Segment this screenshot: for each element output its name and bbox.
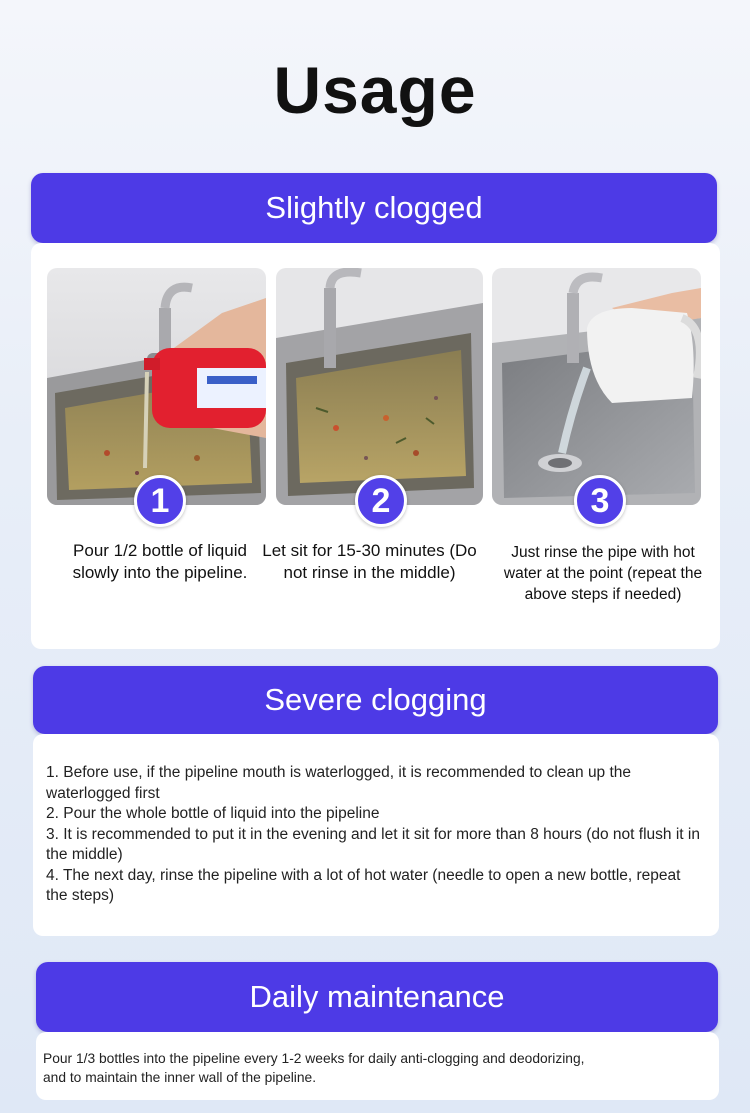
sink-soaking-image: [276, 268, 483, 505]
step-2-text: Let sit for 15-30 minutes (Do not rinse in the middle): [262, 541, 477, 582]
daily-maintenance-text: Pour 1/3 bottles into the pipeline every 1-2 weeks for daily anti-clogging and deodorizing, and to maintain the inner wall of the pipeline.: [43, 1051, 585, 1085]
step-1-badge: 1: [134, 475, 186, 527]
step-2-badge: 2: [355, 475, 407, 527]
sink-pouring-bottle-image: [47, 268, 266, 505]
severe-clogging-list: [46, 763, 706, 907]
section-heading-daily-maintenance: Daily maintenance: [36, 962, 718, 1032]
sink-rinsing-kettle-image: [492, 268, 701, 505]
list-item: 2. Pour the whole bottle of liquid into the pipeline: [46, 805, 380, 822]
step-3-badge: 3: [574, 475, 626, 527]
section-heading-severe-clogging: Severe clogging: [33, 666, 718, 734]
list-item: 1. Before use, if the pipeline mouth is waterlogged, it is recommended to clean up the waterlogged first: [46, 764, 632, 802]
section-heading-slightly-clogged: Slightly clogged: [31, 173, 717, 243]
list-item: 4. The next day, rinse the pipeline with a lot of hot water (needle to open a new bottle, repeat the steps): [46, 866, 681, 904]
page-title: Usage: [273, 53, 477, 127]
list-item: 3. It is recommended to put it in the evening and let it sit for more than 8 hours (do not flush it in the middle): [46, 825, 700, 863]
step-1-text: Pour 1/2 bottle of liquid slowly into the pipeline.: [72, 541, 248, 582]
step-3-text: Just rinse the pipe with hot water at the point (repeat the above steps if needed): [503, 544, 703, 603]
